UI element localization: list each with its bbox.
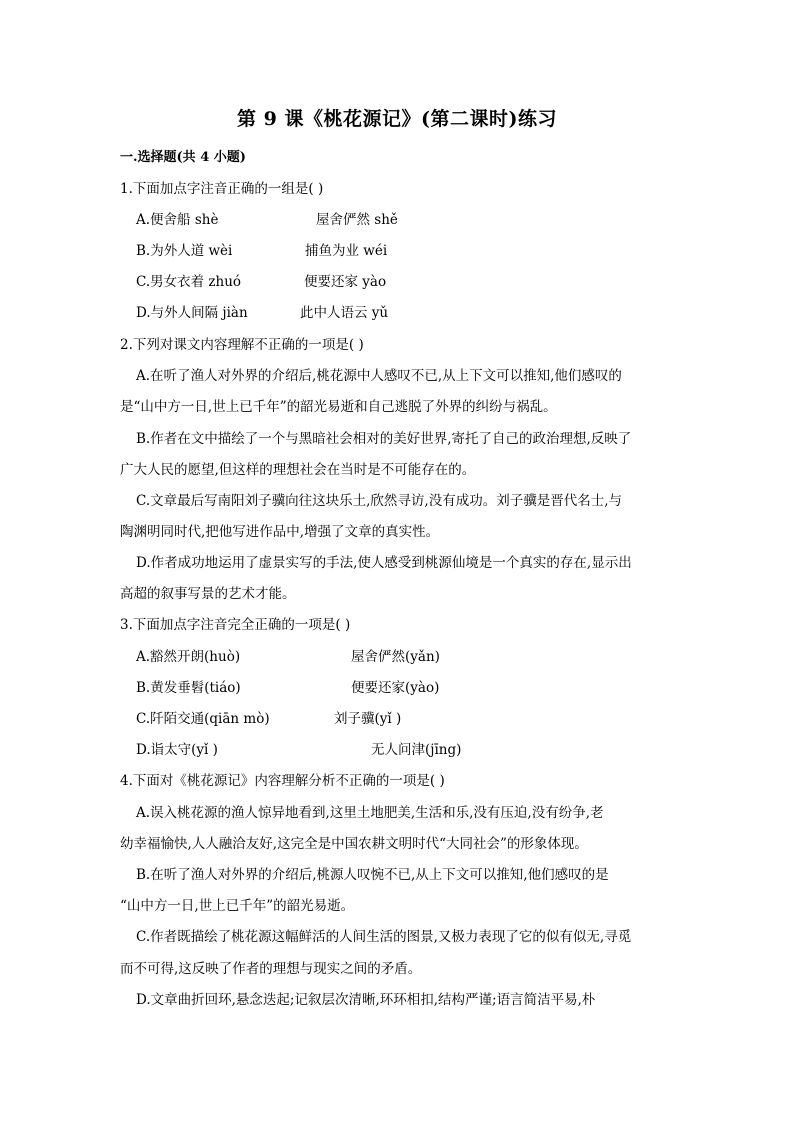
q1-option-b-2: 捕鱼为业 wéi	[305, 243, 388, 259]
q4-option-b-line1: B.在听了渔人对外界的介绍后,桃源人叹惋不已,从上下文可以推知,他们感叹的是	[136, 867, 609, 883]
q3-option-b: B.黄发垂髫(tiáo)	[136, 680, 241, 696]
question-2-stem: 2.下列对课文内容理解不正确的一项是( )	[120, 337, 364, 353]
q1-option-c: C.男女衣着 zhuó	[136, 274, 242, 290]
q2-option-b-line2: 广大人民的愿望,但这样的理想社会在当时是不可能存在的。	[120, 462, 476, 478]
q2-option-d-line1: D.作者成功地运用了虚景实写的手法,使人感受到桃源仙境是一个真实的存在,显示出	[136, 555, 632, 571]
q4-option-a-line2: 幼幸福愉快,人人融洽友好,这完全是中国农耕文明时代“大同社会”的形象体现。	[120, 836, 588, 852]
q4-option-d-line1: D.文章曲折回环,悬念迭起;记叙层次清晰,环环相扣,结构严谨;语言简洁平易,朴	[136, 992, 596, 1008]
q3-option-a: A.豁然开朗(huò)	[136, 649, 241, 665]
q4-option-c-line1: C.作者既描绘了桃花源这幅鲜活的人间生活的图景,又极力表现了它的似有似无,寻觅	[136, 929, 632, 945]
question-4-stem: 4.下面对《桃花源记》内容理解分析不正确的一项是( )	[120, 773, 445, 789]
q2-option-a-line1: A.在听了渔人对外界的介绍后,桃花源中人感叹不已,从上下文可以推知,他们感叹的	[136, 368, 622, 384]
q4-option-b-line2: “山中方一日,世上已千年”的韶光易逝。	[120, 898, 355, 914]
q2-option-c-line2: 陶渊明同时代,把他写进作品中,增强了文章的真实性。	[120, 524, 440, 540]
q1-option-a: A.便舍船 shè	[136, 212, 219, 228]
page-title: 第 9 课《桃花源记》(第二课时)练习	[237, 108, 557, 130]
question-3-stem: 3.下面加点字注音完全正确的一项是( )	[120, 617, 351, 633]
question-1-stem: 1.下面加点字注音正确的一组是( )	[120, 181, 324, 197]
q3-option-b-2: 便要还家(yào)	[351, 680, 440, 696]
q4-option-c-line2: 而不可得,这反映了作者的理想与现实之间的矛盾。	[120, 961, 422, 977]
q1-option-a-2: 屋舍俨然 shě	[316, 212, 398, 228]
q1-option-d-2: 此中人语云 yǔ	[300, 305, 389, 321]
q3-option-c-2: 刘子骥(yǐ )	[334, 711, 402, 727]
q3-option-c: C.阡陌交通(qiān mò)	[136, 711, 270, 727]
q1-option-b: B.为外人道 wèi	[136, 243, 233, 259]
q3-option-d: D.诣太守(yǐ )	[136, 742, 218, 758]
q2-option-b-line1: B.作者在文中描绘了一个与黑暗社会相对的美好世界,寄托了自己的政治理想,反映了	[136, 431, 632, 447]
section-heading: 一.选择题(共 4 小题)	[120, 150, 246, 165]
q4-option-a-line1: A.误入桃花源的渔人惊异地看到,这里土地肥美,生活和乐,没有压迫,没有纷争,老	[136, 805, 604, 821]
q2-option-d-line2: 高超的叙事写景的艺术才能。	[120, 586, 296, 602]
q2-option-c-line1: C.文章最后写南阳刘子骥向往这块乐土,欣然寻访,没有成功。刘子骥是晋代名士,与	[136, 493, 623, 509]
q2-option-a-line2: 是“山中方一日,世上已千年”的韶光易逝和自己逃脱了外界的纠纷与祸乱。	[120, 399, 557, 415]
q1-option-d: D.与外人间隔 jiàn	[136, 305, 248, 321]
q3-option-d-2: 无人问津(jīng)	[371, 742, 462, 758]
q1-option-c-2: 便要还家 yào	[304, 274, 387, 290]
q3-option-a-2: 屋舍俨然(yǎn)	[351, 649, 440, 665]
